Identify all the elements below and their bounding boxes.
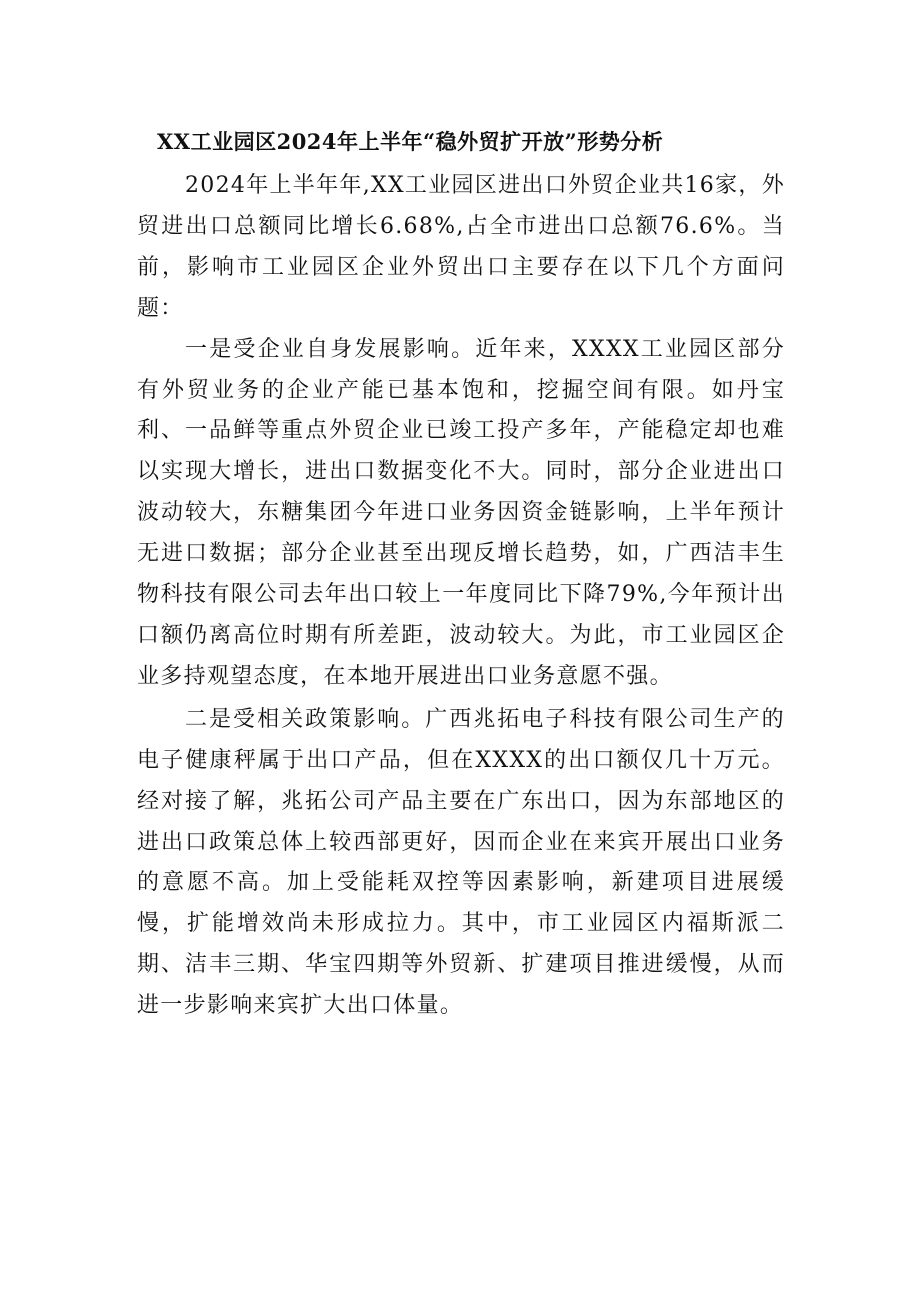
document-title: XX工业园区2024年上半年“稳外贸扩开放”形势分析 [157,129,664,154]
document-body [137,166,785,1027]
paragraph-enterprise-factors: 一是受企业自身发展影响。近年来，XXXX工业园区部分有外贸业务的企业产能已基本饱和，挖掘空间有限。如丹宝利、一品鲜等重点外贸企业已竣工投产多年，产能稳定却也难以实现大增长，进出口数据变化不大。同时，部分企业进出口波动较大，东糖集团今年进口业务因资金链影响，上半年预计无进口数据；部分企业甚至出现反增长趋势，如，广西洁丰生物科技有限公司去年出口较上一年度同比下降79%,今年预计出口额仍离高位时期有所差距，波动较大。为此，市工业园区企业多持观望态度，在本地开展进出口业务意愿不强。 [137,336,785,689]
paragraph-overview: 2024年上半年年,XX工业园区进出口外贸企业共16家，外贸进出口总额同比增长6.68%,占全市进出口总额76.6%。当前，影响市工业园区企业外贸出口主要存在以下几个方面问题： [137,173,786,321]
paragraph-policy-factors: 二是受相关政策影响。广西兆拓电子科技有限公司生产的电子健康秤属于出口产品，但在XXXX的出口额仅几十万元。经对接了解，兆拓公司产品主要在广东出口，因为东部地区的进出口政策总体上较西部更好，因而企业在来宾开展出口业务的意愿不高。加上受能耗双控等因素影响，新建项目进展缓慢，扩能增效尚未形成拉力。其中，市工业园区内福斯派二期、洁丰三期、华宝四期等外贸新、扩建项目推进缓慢，从而进一步影响来宾扩大出口体量。 [137,706,785,1019]
